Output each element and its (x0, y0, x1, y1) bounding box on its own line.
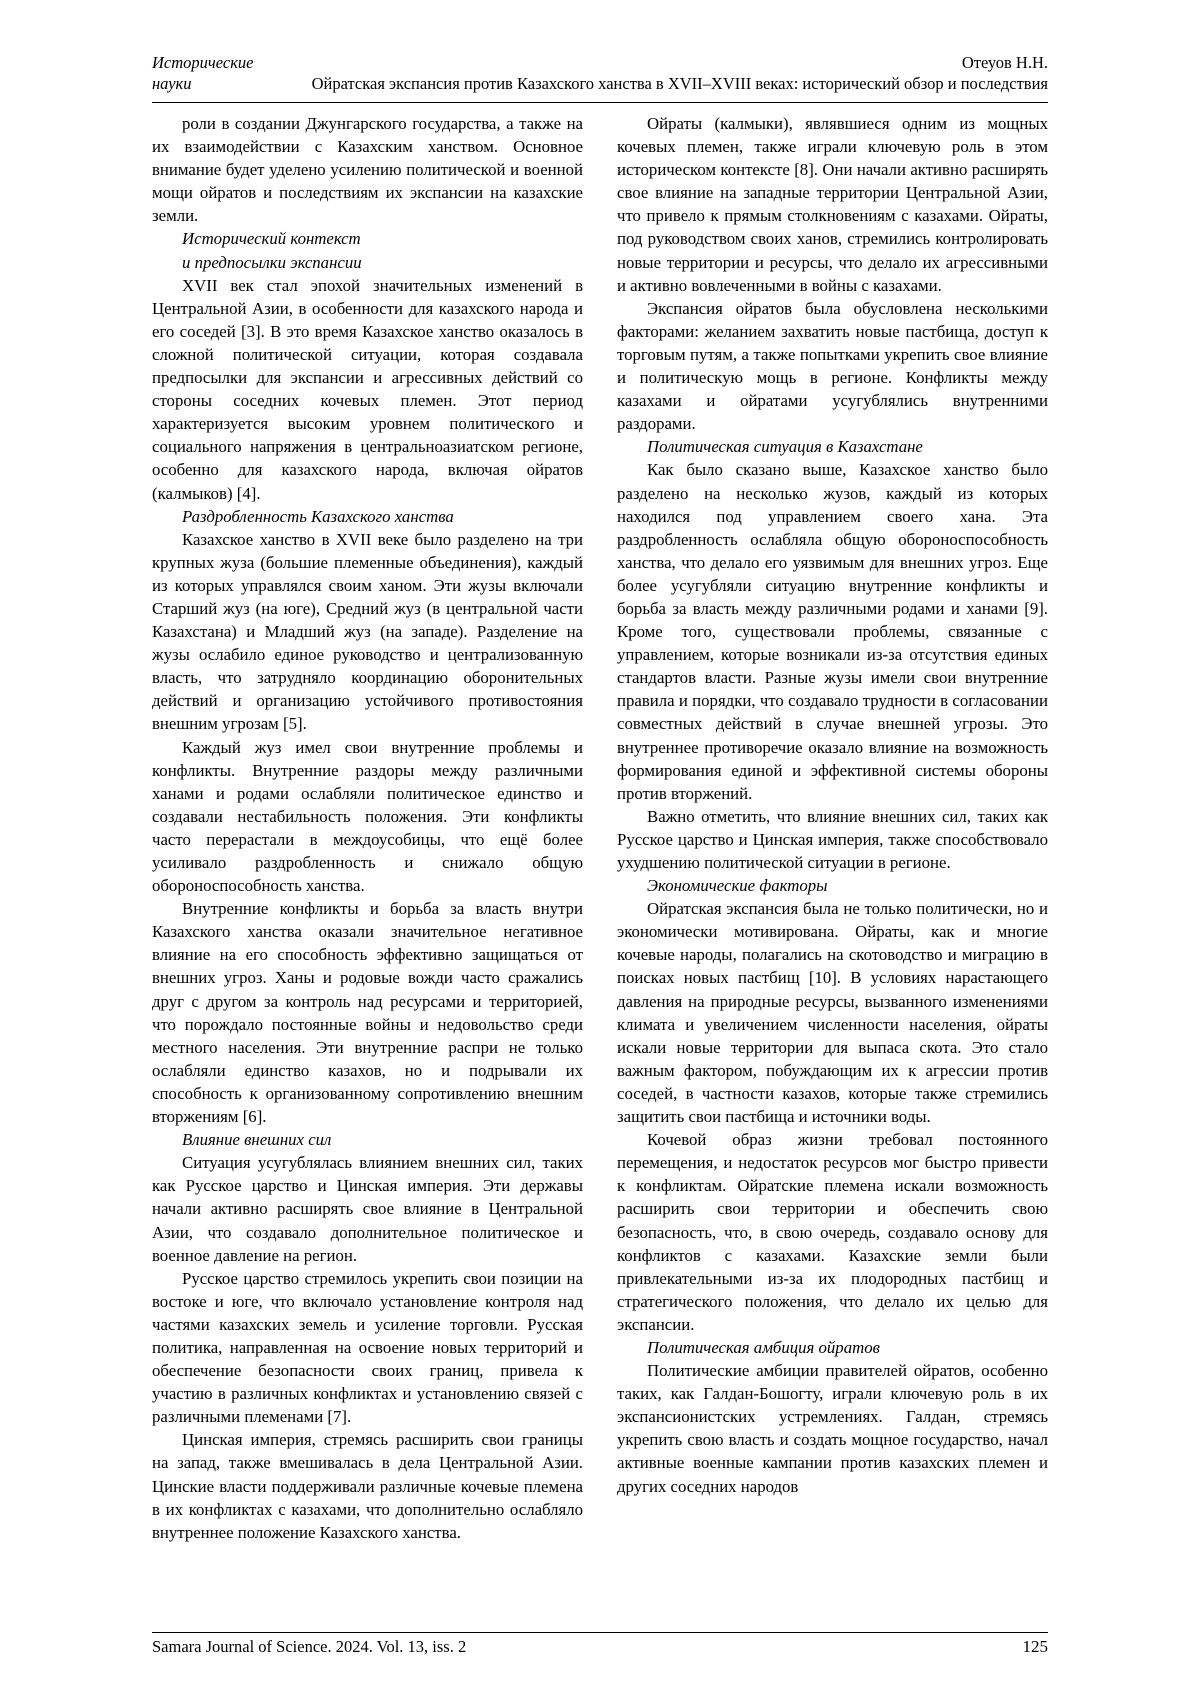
paragraph: Внутренние конфликты и борьба за власть внутри Казахского ханства оказали значительное негативное влияние на его способность эффективно защищаться от внешних угроз. Ханы и родовые вожди часто сражались друг с другом за контроль над ресурсами и территорией, что порождало постоянные войны и недовольство среди местного населения. Эти внутренние распри не только ослабляли единство казахов, но и подрывали их способность к организованному сопротивлению внешним вторжениям [6]. (152, 899, 583, 1127)
paragraph: Каждый жуз имел свои внутренние проблемы и конфликты. Внутренние раздоры между различными ханами и родами ослабляли политическое единство и создавали нестабильность положения. Эти конфликты часто перерастали в междоусобицы, что ещё более усиливало раздробленность и снижало общую обороноспособность ханства. (152, 737, 583, 896)
paragraph: Казахское ханство в XVII веке было разделено на три крупных жуза (большие племенные объединения), каждый из которых управлялся своим ханом. Эти жузы включали Старший жуз (на юге), Средний жуз (в центральной части Казахстана) и Младший жуз (на западе). Разделение на жузы ослабило единое руководство и централизованную власть, что затрудняло координацию оборонительных действий и организацию устойчивого противостояния внешним угрозам [5]. (152, 529, 583, 734)
paragraph: Ситуация усугублялась влиянием внешних сил, таких как Русское царство и Цинская империя. Эти державы начали активно расширять свое влияние в Центральной Азии, что создавало дополнительное политическое и военное давление на регион. (152, 1153, 583, 1265)
page-footer (152, 1632, 1048, 1657)
page-number: 125 (1022, 1637, 1048, 1656)
paragraph: Экспансия ойратов была обусловлена несколькими факторами: желанием захватить новые пастбища, доступ к торговым путям, а также попытками укрепить свое влияние и политическую мощь в регионе. Конфликты между казахами и ойратами усугублялись внутренними раздорами. (617, 298, 1048, 434)
subheading-historical-context-line2: и предпосылки экспансии (182, 252, 362, 272)
article-body (152, 112, 1048, 1606)
paragraph: Ойраты (калмыки), являвшиеся одним из мощных кочевых племен, также играли ключевую роль в этом историческом контексте [8]. Они начали активно расширять свое влияние на западные территории Центральной Азии, что привело к прямым столкновениям с казахами. Ойраты, под руководством своих ханов, стремились контролировать новые территории и ресурсы, что делало их агрессивными и активно вовлеченными в войны с казахами. (617, 114, 1048, 295)
paragraph: Политические амбиции правителей ойратов, особенно таких, как Галдан-Бошогту, играли ключевую роль в их экспансионистских устремлениях. Галдан, стремясь укрепить свою власть и создать мощное государство, начал активные военные кампании против казахских племен и других соседних народов (617, 1361, 1048, 1496)
section-name-line2: науки (152, 74, 192, 93)
subheading-historical-context-line1: Исторический контекст (182, 229, 361, 249)
paragraph: XVII век стал эпохой значительных изменений в Центральной Азии, в особенности для казахского народа и его соседей [3]. В это время Казахское ханство оказалось в сложной политической ситуации, которая создавала предпосылки для экспансии и агрессивных действий со стороны соседних кочевых племен. Этот период характеризуется высоким уровнем политического и социального напряжения в центральноазиатском регионе, особенно для казахского народа, включая ойратов (калмыков) [4]. (152, 275, 583, 503)
paragraph: роли в создании Джунгарского государства, а также на их взаимодействии с Казахским ханством. Основное внимание будет уделено усилению политической и военной мощи ойратов и последствиям их экспансии на казахские земли. (152, 114, 583, 226)
subheading-political-ambition: Политическая амбиция ойратов (647, 1337, 880, 1357)
subheading-political-situation: Политическая ситуация в Казахстане (647, 437, 923, 457)
paragraph: Кочевой образ жизни требовал постоянного перемещения, и недостаток ресурсов мог быстро привести к конфликтам. Ойратские племена искали возможность расширить свои территории и обеспечить свою безопасность, что, в свою очередь, создавало основу для конфликтов с казахами. Казахские земли были привлекательными из-за их плодородных пастбищ и стратегического положения, что делало их целью для экспансии. (617, 1130, 1048, 1334)
page-header (152, 52, 1048, 100)
section-name-line1: Исторические (152, 53, 254, 72)
paragraph: Ойратская экспансия была не только политически, но и экономически мотивирована. Ойраты, как и многие кочевые народы, полагались на скотоводство и миграцию в поисках новых пастбищ [10]. В условиях нарастающего давления на природные ресурсы, вызванного изменениями климата и увеличением численности населения, ойраты искали новые территории для выпаса скота. Это стало важным фактором, побуждающим их к агрессии против соседей, в частности казахов, которые также стремились защитить свои пастбища и источники воды. (617, 899, 1048, 1127)
paragraph: Как было сказано выше, Казахское ханство было разделено на несколько жузов, каждый из которых находился под управлением своего хана. Эта раздробленность ослабляла общую обороноспособность ханства, что делало его уязвимым для внешних угроз. Еще более усугубляли ситуацию внутренние конфликты и борьба за власть между различными родами и ханами [9]. Кроме того, существовали проблемы, связанные с управлением, которые возникали из-за отсутствия единых стандартов власти. Разные жузы имели свои внутренние правила и порядки, что создавало трудности в согласовании совместных действий в случае внешней угрозы. Это внутреннее противоречие оказало влияние на возможность формирования единой и эффективной системы обороны против вторжений. (617, 460, 1048, 803)
right-column (617, 112, 1048, 1606)
author-name: Отеуов Н.Н. (961, 53, 1048, 72)
footer-divider (152, 1632, 1048, 1633)
subheading-external-influence: Влияние внешних сил (182, 1130, 332, 1150)
journal-citation: Samara Journal of Science. 2024. Vol. 13, iss. 2 (152, 1637, 467, 1656)
subheading-fragmentation: Раздробленность Казахского ханства (182, 506, 454, 526)
paragraph: Цинская империя, стремясь расширить свои границы на запад, также вмешивалась в дела Центральной Азии. Цинские власти поддерживали различные кочевые племена в их конфликтах с казахами, что дополнительно ослабляло внутреннее положение Казахского ханства. (152, 1430, 583, 1542)
subheading-economic-factors: Экономические факторы (647, 876, 828, 896)
paragraph: Русское царство стремилось укрепить свои позиции на востоке и юге, что включало установление контроля над частями казахских земель и усиление торговли. Русская политика, направленная на освоение новых территорий и обеспечение безопасности своих границ, привела к участию в различных конфликтах и установлению связей с различными племенами [7]. (152, 1268, 583, 1427)
left-column (152, 112, 583, 1606)
header-divider (152, 102, 1048, 103)
running-title: Ойратская экспансия против Казахского ханства в XVII–XVIII веках: исторический обзор и последствия (311, 74, 1048, 93)
paragraph: Важно отметить, что влияние внешних сил, таких как Русское царство и Цинская империя, также способствовало ухудшению политической ситуации в регионе. (617, 806, 1048, 872)
